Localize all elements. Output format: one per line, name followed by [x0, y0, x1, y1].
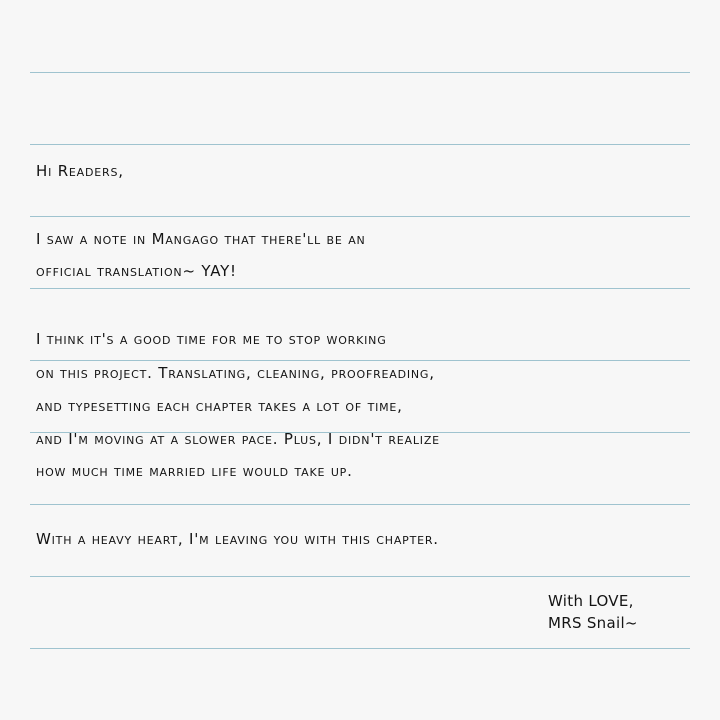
paragraph-2-line-5: how much time married life would take up.	[36, 462, 353, 480]
ruled-line	[30, 288, 690, 289]
ruled-line	[30, 648, 690, 649]
paragraph-2-line-3: and typesetting each chapter takes a lot of time,	[36, 397, 403, 415]
ruled-line	[30, 576, 690, 577]
paragraph-2-line-1: I think it's a good time for me to stop working	[36, 330, 387, 348]
signature-line-2: MRS Snail~	[548, 614, 638, 632]
paragraph-1-line-2: official translation~ YAY!	[36, 262, 237, 280]
ruled-line	[30, 504, 690, 505]
paragraph-2-line-4: and I'm moving at a slower pace. Plus, I didn't realize	[36, 430, 440, 448]
ruled-line	[30, 360, 690, 361]
ruled-line	[30, 144, 690, 145]
ruled-line	[30, 72, 690, 73]
signature-line-1: With LOVE,	[548, 592, 634, 610]
greeting: Hi Readers,	[36, 162, 124, 180]
ruled-line	[30, 216, 690, 217]
paragraph-1-line-1: I saw a note in Mangago that there'll be an	[36, 230, 366, 248]
closing-paragraph: With a heavy heart, I'm leaving you with this chapter.	[36, 530, 439, 548]
paragraph-2-line-2: on this project. Translating, cleaning, proofreading,	[36, 364, 435, 382]
